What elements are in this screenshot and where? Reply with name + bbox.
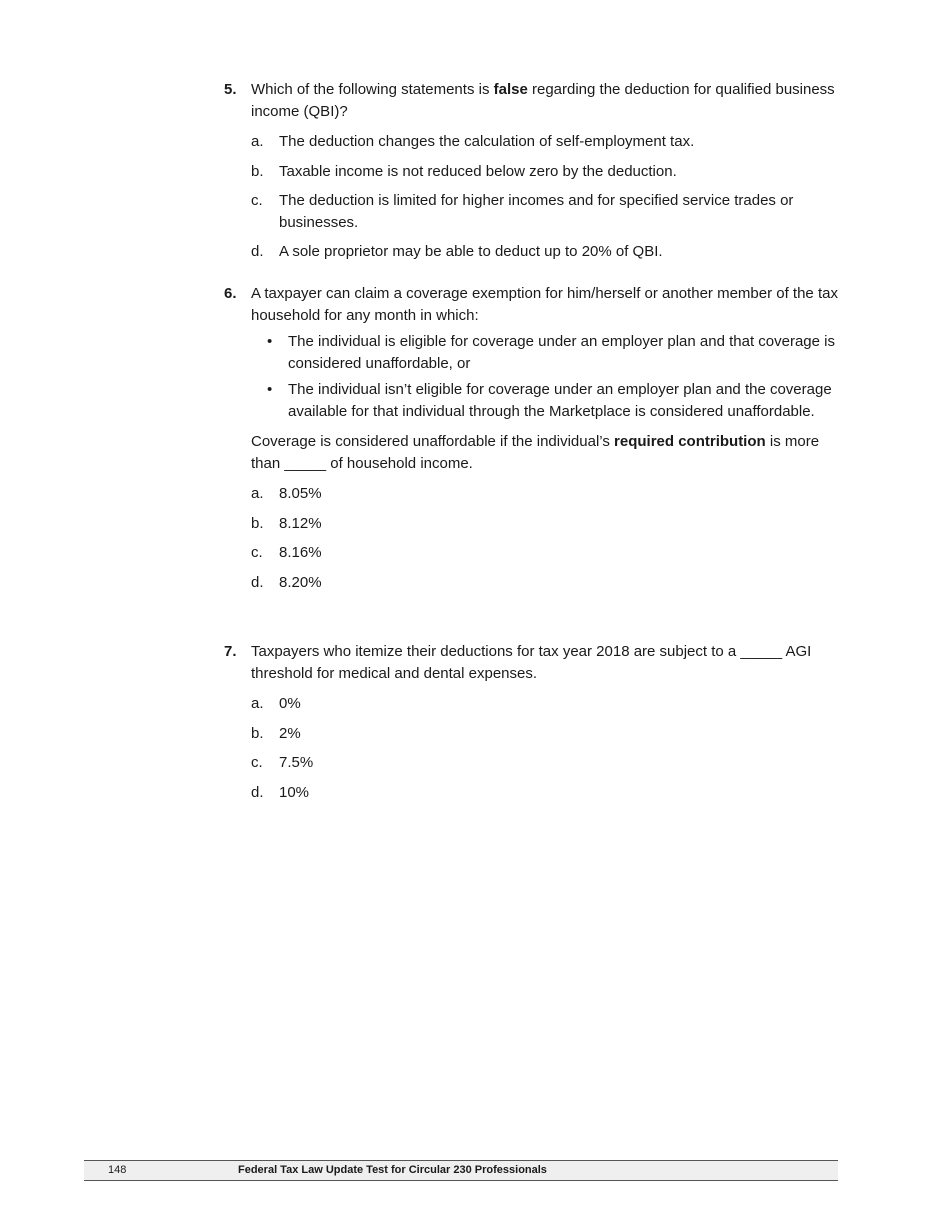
- answer-option: [251, 161, 840, 183]
- option-letter: a.: [251, 695, 264, 712]
- option-text: 8.16%: [279, 544, 322, 561]
- option-letter: a.: [251, 485, 264, 502]
- option-letter: d.: [251, 573, 264, 591]
- bullet-text: The individual isn’t eligible for coverage under an employer plan and the coverage available for that individual through the Marketplace is considered unaffordable.: [288, 381, 832, 420]
- page-footer: [84, 1160, 838, 1181]
- bullet-item: [251, 379, 840, 423]
- page-number: 148: [108, 1164, 127, 1176]
- option-letter: b.: [251, 514, 264, 532]
- answer-option: [251, 572, 840, 594]
- question-number: 6.: [224, 285, 237, 302]
- answer-option: [251, 542, 840, 564]
- answer-option: [251, 782, 840, 804]
- option-text: The deduction changes the calculation of self-employment tax.: [279, 133, 695, 150]
- bullet-icon: •: [267, 333, 273, 350]
- option-letter: b.: [251, 724, 264, 742]
- answer-options: [251, 131, 840, 263]
- option-letter: b.: [251, 162, 264, 180]
- answer-option: [251, 483, 840, 505]
- bullet-list: [251, 331, 840, 423]
- answer-options: [251, 483, 840, 593]
- option-text: 7.5%: [279, 754, 314, 771]
- footer-title: Federal Tax Law Update Test for Circular 230 Professionals: [238, 1164, 547, 1176]
- question-number: 7.: [224, 643, 237, 660]
- option-text: A sole proprietor may be able to deduct up to 20% of QBI.: [279, 243, 663, 260]
- option-letter: d.: [251, 243, 264, 260]
- option-letter: d.: [251, 783, 264, 801]
- question-followup: Coverage is considered unaffordable if the individual’s required contribution is more than _____ of household income.: [251, 433, 820, 472]
- question-stem: A taxpayer can claim a coverage exemption for him/herself or another member of the tax household for any month in which:: [251, 285, 838, 324]
- answer-option: [251, 723, 840, 745]
- option-text: 8.20%: [279, 573, 322, 591]
- option-text: 0%: [279, 695, 301, 712]
- bullet-icon: •: [267, 381, 273, 398]
- answer-option: [251, 241, 840, 263]
- option-letter: c.: [251, 192, 263, 209]
- option-text: Taxable income is not reduced below zero by the deduction.: [279, 162, 677, 180]
- question-stem: Taxpayers who itemize their deductions for tax year 2018 are subject to a _____ AGI threshold for medical and dental expenses.: [251, 643, 812, 682]
- question-6: [224, 283, 840, 593]
- option-text: 8.05%: [279, 485, 322, 502]
- option-text: 2%: [279, 724, 301, 742]
- bullet-item: [251, 331, 840, 375]
- option-letter: c.: [251, 544, 263, 561]
- question-7: [224, 641, 840, 803]
- question-stem: Which of the following statements is false regarding the deduction for qualified business income (QBI)?: [251, 81, 835, 120]
- option-letter: c.: [251, 754, 263, 771]
- bullet-text: The individual is eligible for coverage under an employer plan and that coverage is considered unaffordable, or: [288, 333, 835, 372]
- option-text: 8.12%: [279, 514, 322, 532]
- question-5: [224, 79, 840, 263]
- answer-option: [251, 190, 840, 233]
- answer-option: [251, 131, 840, 153]
- answer-options: [251, 693, 840, 803]
- question-number: 5.: [224, 81, 237, 98]
- answer-option: [251, 752, 840, 774]
- answer-option: [251, 693, 840, 715]
- option-text: The deduction is limited for higher incomes and for specified service trades or businesses.: [279, 192, 794, 231]
- answer-option: [251, 513, 840, 535]
- option-letter: a.: [251, 133, 264, 150]
- option-text: 10%: [279, 783, 310, 801]
